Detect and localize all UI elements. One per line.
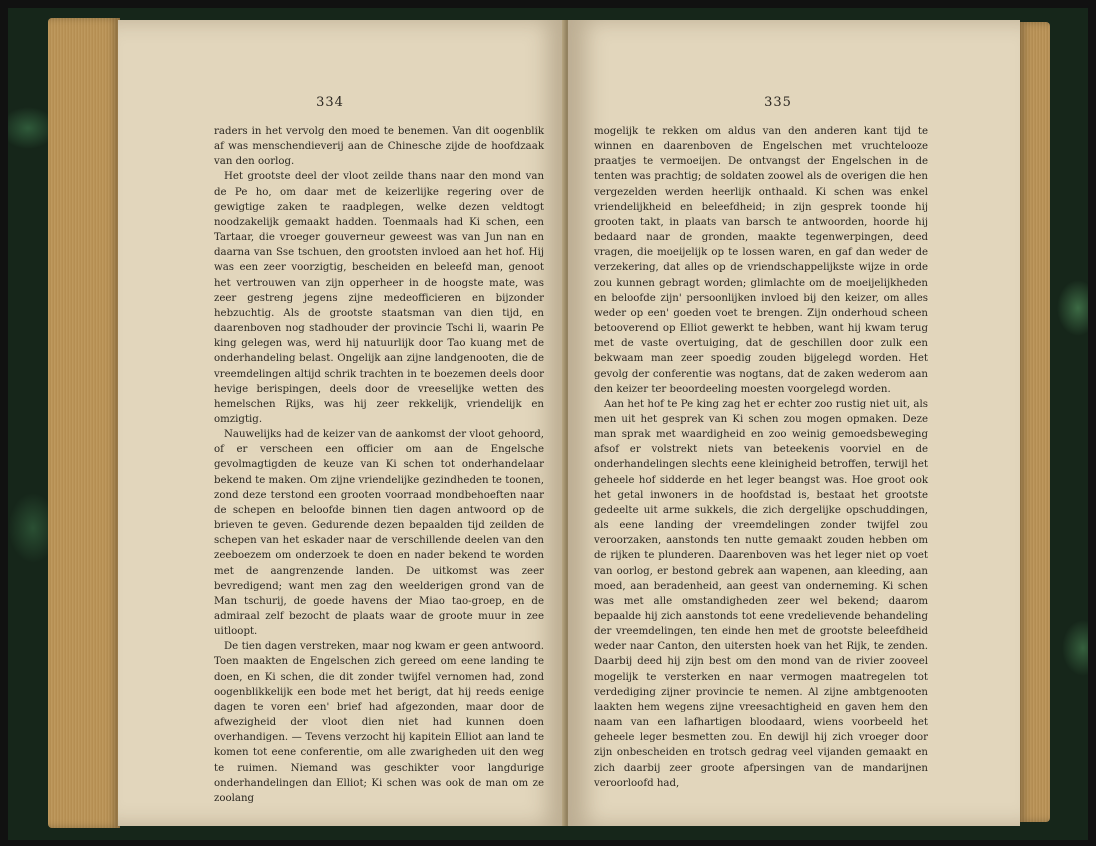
right-page-text	[594, 124, 928, 791]
left-page-edges	[48, 18, 120, 828]
paragraph: mogelijk te rekken om aldus van den anderen kant tijd te winnen en daarenboven de Engelschen met vruchtelooze praatjes te vermoeijen. De ontvangst der Engelschen in de tenten was prachtig; de soldaten zoowel als de overigen die hen vergezelden werden heerlijk onthaald. Ki schen was enkel vriendelijkheid en beleefdheid; in zijn gesprek toonde hij grooten takt, in plaats van barsch te antwoorden, hoorde hij bedaard naar de gronden, maakte tegenwerpingen, deed vragen, die moeijelijk op te lossen waren, en gaf dan weder de verzekering, dat alles op de vriendschappelijkste wijze in orde zou kunnen gebragt worden; glimlachte om de moeijelijkheden en beloofde zijn' persoonlijken invloed bij den keizer, om alles weder op een' goeden voet te brengen. Zijn onderhoud scheen betooverend op Elliot gewerkt te hebben, want hij kwam terug met de vaste overtuiging, dat de geschillen door zulk een bekwaam man zeer spoedig zouden bijgelegd worden. Het gevolg der conferentie was nogtans, dat de zaken wederom aan den keizer ter beoordeeling moesten voorgelegd worden.	[594, 126, 928, 395]
page-number-left: 334	[316, 95, 344, 110]
left-page-text	[214, 124, 544, 806]
paragraph: Nauwelijks had de keizer van de aankomst der vloot gehoord, of er verscheen een officier om aan de Engelsche gevolmagtigden de keuze van Ki schen tot onderhandelaar bekend te maken. Om zijne vriendelijke gezindheden te toonen, zond deze terstond een grooten voorraad mondbehoeften naar de schepen en beloofde binnen tien dagen antwoord op de brieven te geven. Gedurende dezen bepaalden tijd zeilden de schepen van het eskader naar de verschillende deelen van den zeeboezem om onderzoek te doen en nader bekend te worden met de aangrenzende landen. De uitkomst was zeer bevredigend; want men zag den weelderigen grond van de Man tschurij, de goede havens der Miao tao-groep, en de admiraal zelf bezocht de plaats waar de groote muur in zee uitloopt.	[214, 429, 544, 638]
right-page	[568, 20, 1020, 826]
paragraph: De tien dagen verstreken, maar nog kwam er geen antwoord. Toen maakten de Engelschen zich gereed om eene landing te doen, en Ki schen, die dit zonder twijfel vernomen had, zond oogenblikkelijk een bode met het berigt, dat hij reeds eenige dagen te voren een' brief had afgezonden, maar door de afwezigheid der vloot dien niet had kunnen doen overhandigen. — Tevens verzocht hij kapitein Elliot aan land te komen tot eene conferentie, om alle zwarigheden uit den weg te ruimen. Niemand was geschikter voor langdurige onderhandelingen dan Elliot; Ki schen was ook de man om ze zoolang	[214, 641, 544, 804]
paragraph: raders in het vervolg den moed te benemen. Van dit oogenblik af was menschendieverij aan de Chinesche zijde de hoofdzaak van den oorlog.	[214, 126, 544, 168]
right-page-edges	[1018, 22, 1050, 822]
page-number-right: 335	[764, 95, 792, 110]
left-page	[118, 20, 566, 826]
paragraph: Aan het hof te Pe king zag het er echter zoo rustig niet uit, als men uit het gesprek van Ki schen zou mogen opmaken. Deze man sprak met waardigheid en zoo weinig gemoedsbeweging afsof er volstrekt niets van beteekenis voorviel en de onderhandelingen slechts eene kleinigheid betroffen, terwijl het geheele hof sidderde en het leger beangst was. Hoe groot ook het getal inwoners in de hoofdstad is, bestaat het grootste gedeelte uit arme sukkels, die zich dergelijke opschuddingen, als eene landing der vreemdelingen zonder twijfel zou veroorzaken, aanstonds ten nutte gemaakt zouden hebben om de rijken te plunderen. Daarenboven was het leger niet op voet van oorlog, er bestond gebrek aan wapenen, aan kleeding, aan moed, aan beradenheid, aan geest van onderneming. Ki schen was met alle omstandigheden zeer wel bekend; daarom bepaalde hij zich aanstonds tot eene vredelievende behandeling der vreemdelingen, ten einde hen met de grootste beleefdheid weder naar Canton, den uitersten hoek van het Rijk, te zenden. Daarbij deed hij zijn best om den mond van de rivier zooveel mogelijk te versterken en naar vermogen maatregelen tot verdediging zijner provincie te nemen. Al zijne ambtgenooten laakten hem wegens zijne vreesachtigheid en gaven hem den naam van een lafhartigen bloodaard, wiens voorbeeld het geheele leger besmetten zou. En dewijl hij zich vroeger door zijn onbescheiden en trotsch gedrag veel vijanden gemaakt en zich daarbij zeer groote afpersingen van de mandarijnen veroorloofd had,	[594, 398, 928, 789]
paragraph: Het grootste deel der vloot zeilde thans naar den mond van de Pe ho, om daar met de keizerlijke regering over de gewigtige zaken te raadplegen, welke dezen veldtogt noodzakelijk gemaakt hadden. Toenmaals had Ki schen, een Tartaar, die vroeger gouverneur geweest was van Jun nan en daarna van Sse tschuen, den grootsten invloed aan het hof. Hij was een zeer voorzigtig, bescheiden en beleefd man, genoot het vertrouwen van zijn opperheer in de hoogste mate, was zeer gestreng jegens zijne medeofficieren en bijzonder hebzuchtig. Als de grootste staatsman van dien tijd, en daarenboven nog stadhouder der provincie Tschi li, waarin Pe king gelegen was, werd hij natuurlijk door Tao kuang met de onderhandeling belast. Ongelijk aan zijne landgenooten, die de vreemdelingen altijd schrik trachten in te boezemen deels door hevige berispingen, deels door de vreeselijke wetten des hemelschen Rijks, was hij zeer rekkelijk, vriendelijk en omzigtig.	[214, 171, 544, 425]
